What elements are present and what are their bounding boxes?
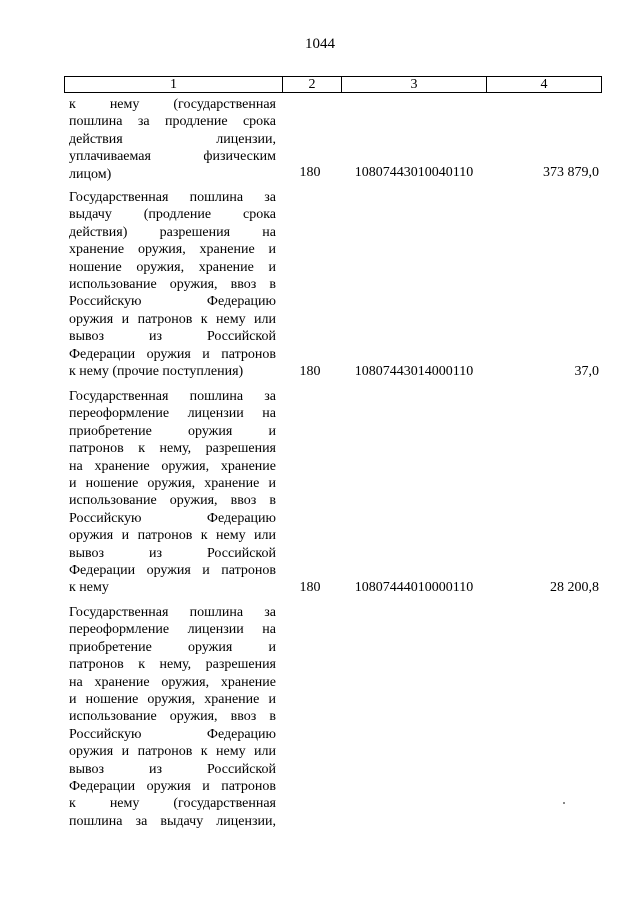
admin-code: 180 [299, 165, 321, 180]
description-line: Государственная пошлина за [69, 605, 276, 620]
header-col-4: 4 [487, 77, 602, 93]
amount: 373 879,0 [543, 165, 599, 180]
description-line: вывоз из Российской [69, 545, 276, 561]
budget-classification-code: 10807444010000110 [354, 580, 474, 595]
description-line: Государственная пошлина за [69, 190, 276, 205]
description-line: к нему [69, 580, 109, 596]
row-description [69, 388, 276, 597]
page-number: 1044 [305, 36, 335, 52]
admin-code: 180 [299, 364, 321, 379]
description-line: к нему (государственная [69, 796, 276, 812]
row-description [69, 604, 276, 830]
description-line: и ношение оружия, хранение и [69, 476, 276, 492]
description-line: пошлина за выдачу лицензии, [69, 813, 276, 829]
description-line: патронов к нему, разрешения [69, 657, 276, 673]
description-line: ношение оружия, хранение и [69, 259, 276, 275]
description-line: переоформление лицензии на [69, 406, 276, 422]
description-line: Российскую Федерацию [69, 510, 276, 526]
description-line: Государственная пошлина за [69, 389, 276, 404]
header-col-3: 3 [342, 77, 487, 93]
amount: 37,0 [574, 364, 599, 379]
description-line: использование оружия, ввоз в [69, 709, 276, 725]
description-line: переоформление лицензии на [69, 622, 276, 638]
description-line: к нему (прочие поступления) [69, 364, 244, 380]
header-col-2: 2 [283, 77, 342, 93]
description-line: действия) разрешения на [69, 224, 276, 240]
admin-code: 180 [299, 580, 321, 595]
budget-classification-code: 10807443014000110 [354, 364, 474, 379]
description-line: хранение оружия, хранение и [69, 242, 276, 258]
description-line: вывоз из Российской [69, 761, 276, 777]
budget-classification-code: 10807443010040110 [354, 165, 474, 180]
scan-speck [563, 802, 565, 804]
description-line: Федерации оружия и патронов [69, 779, 276, 795]
description-line: и ношение оружия, хранение и [69, 692, 276, 708]
description-line: Российскую Федерацию [69, 294, 276, 310]
description-line: к нему (государственная [69, 97, 276, 112]
description-line: Российскую Федерацию [69, 726, 276, 742]
header-col-1: 1 [65, 77, 283, 93]
description-line: оружия и патронов к нему или [69, 528, 276, 544]
amount: 28 200,8 [550, 580, 599, 595]
description-line: лицом) [69, 166, 112, 182]
description-line: Федерации оружия и патронов [69, 563, 276, 579]
description-line: вывоз из Российской [69, 329, 276, 345]
description-line: на хранение оружия, хранение [69, 458, 276, 474]
description-line: патронов к нему, разрешения [69, 441, 276, 457]
description-line: оружия и патронов к нему или [69, 311, 276, 327]
table-header [64, 76, 602, 93]
description-line: использование оружия, ввоз в [69, 277, 276, 293]
description-line: Федерации оружия и патронов [69, 346, 276, 362]
description-line: действия лицензии, [69, 131, 276, 147]
description-line: приобретение оружия и [69, 423, 276, 439]
description-line: оружия и патронов к нему или [69, 744, 276, 760]
row-description [69, 189, 276, 380]
description-line: выдачу (продление срока [69, 207, 276, 223]
description-line: пошлина за продление срока [69, 114, 276, 130]
row-description [69, 96, 276, 183]
description-line: приобретение оружия и [69, 639, 276, 655]
description-line: использование оружия, ввоз в [69, 493, 276, 509]
description-line: уплачиваемая физическим [69, 149, 276, 165]
description-line: на хранение оружия, хранение [69, 674, 276, 690]
